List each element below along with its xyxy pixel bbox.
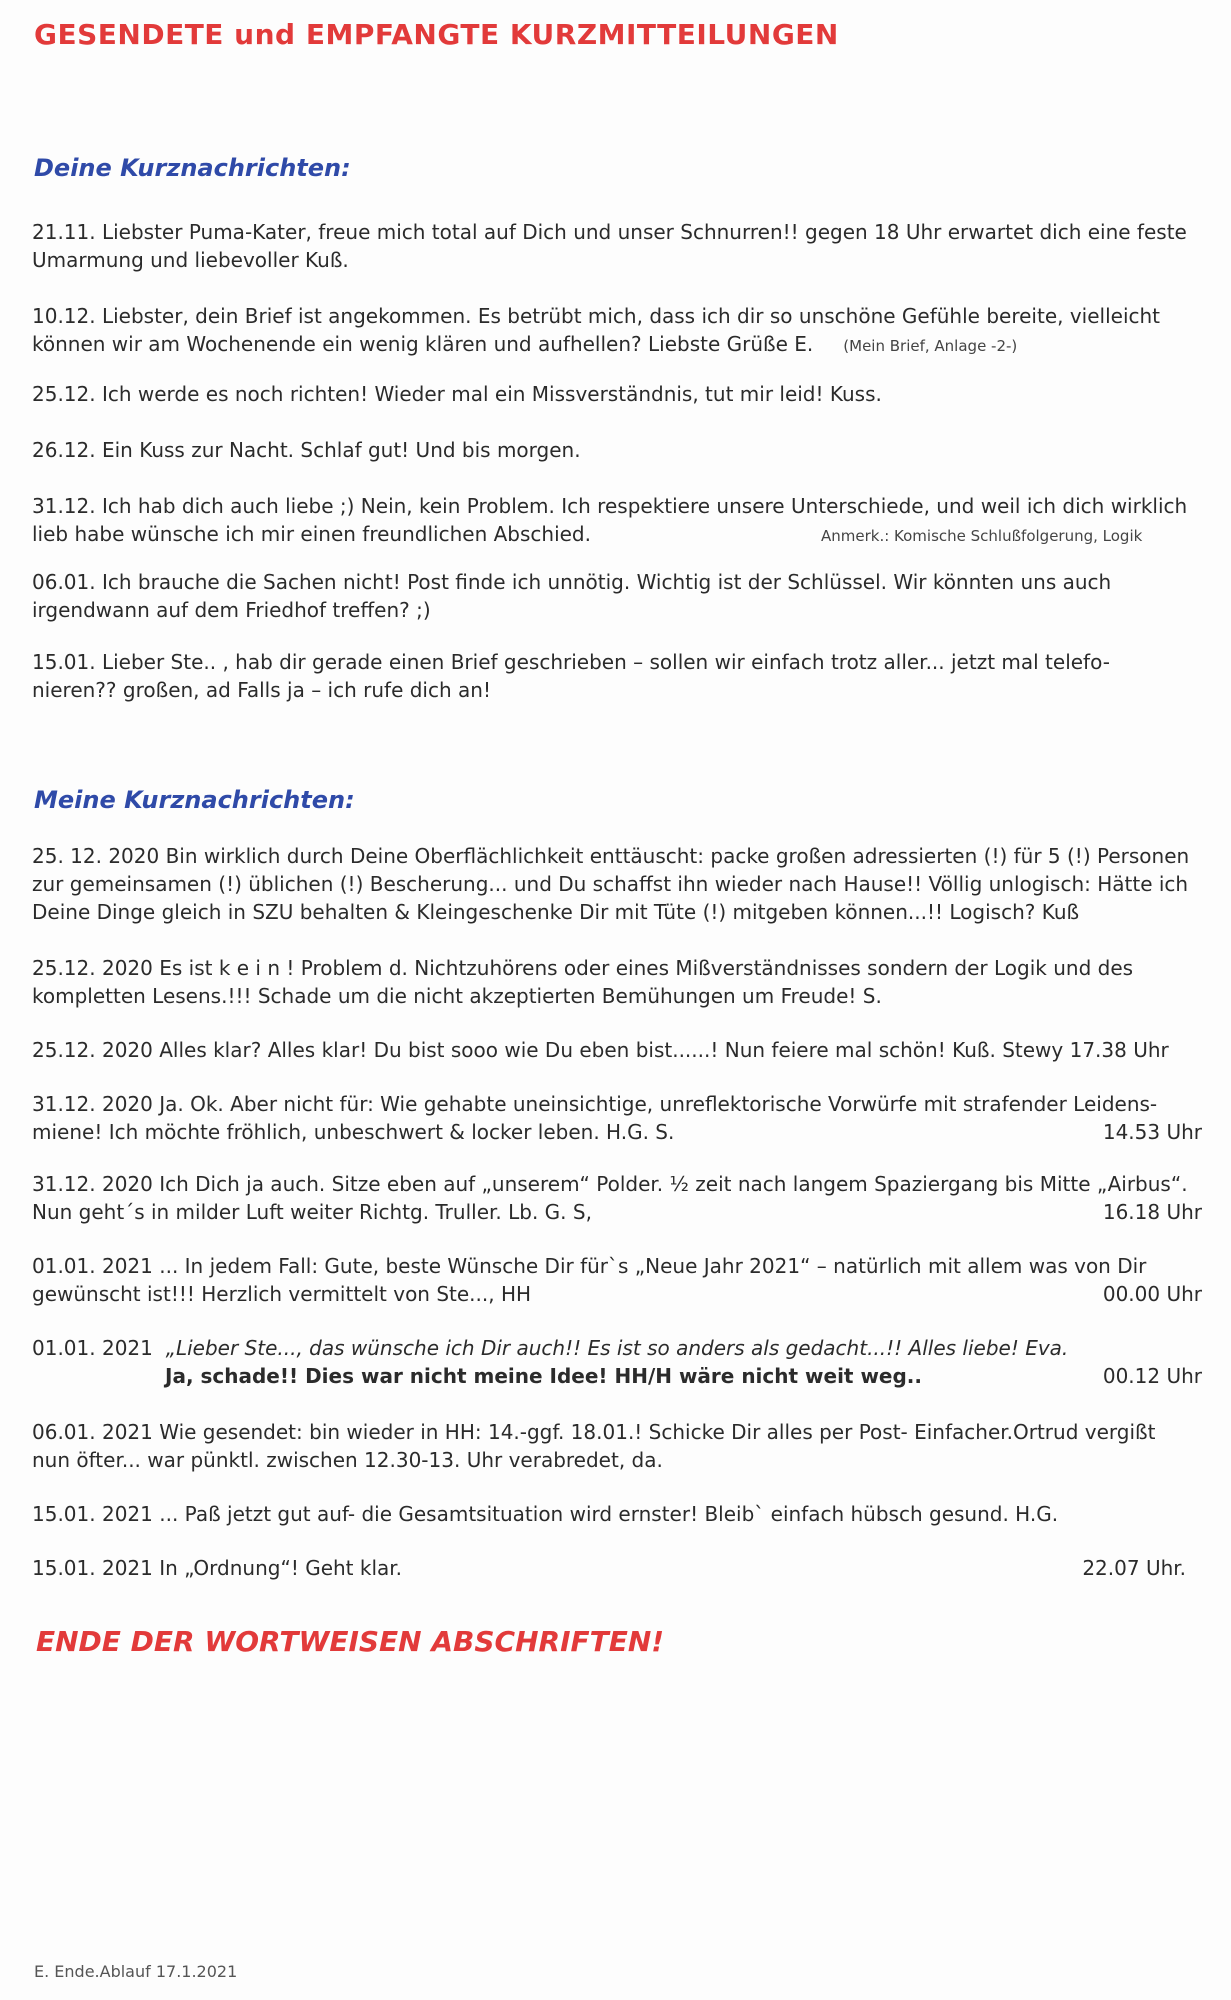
message-line: 26.12. Ein Kuss zur Nacht. Schlaf gut! Und bis morgen.	[32, 438, 581, 462]
message-line: 25.12. 2020 Alles klar? Alles klar! Du bist sooo wie Du eben bist......! Nun feiere mal schön! Kuß. Stewy 17.38 Uhr	[32, 1038, 1169, 1062]
document-title: GESENDETE und EMPFANGTE KURZMITTEILUNGEN	[34, 18, 839, 51]
message-line: Nun geht´s in milder Luft weiter Richtg. Truller. Lb. G. S,	[32, 1200, 592, 1224]
message-deine-1	[32, 218, 1202, 274]
message-deine-3	[32, 380, 1202, 408]
message-line: 25. 12. 2020 Bin wirklich durch Deine Oberflächlichkeit enttäuscht: packe großen adressierten (!) für 5 (!) Personen	[32, 844, 1190, 868]
message-time: 00.00 Uhr	[1102, 1282, 1202, 1306]
message-line: 01.01. 2021 ... In jedem Fall: Gute, beste Wünsche Dir für`s „Neue Jahr 2021“ – natürlich mit allem was von Dir	[32, 1254, 1147, 1278]
message-line: 21.11. Liebster Puma-Kater, freue mich total auf Dich und unser Schnurren!! gegen 18 Uhr erwartet dich eine feste	[32, 220, 1187, 244]
message-line: können wir am Wochenende ein wenig klären und aufhellen? Liebste Grüße E.	[32, 332, 814, 356]
message-line: 25.12. 2020 Es ist k e i n ! Problem d. Nichtzuhörens oder eines Mißverständnisses sondern der Logik und des	[32, 956, 1134, 980]
message-line: 06.01. Ich brauche die Sachen nicht! Post finde ich unnötig. Wichtig ist der Schlüssel. Wir könnten uns auch	[32, 570, 1112, 594]
message-line: gewünscht ist!!! Herzlich vermittelt von Ste..., HH	[32, 1282, 532, 1306]
message-meine-5	[32, 1170, 1202, 1226]
message-time: 14.53 Uhr	[1102, 1120, 1202, 1144]
message-line: irgendwann auf dem Friedhof treffen? ;)	[32, 598, 431, 622]
annotation-note: Anmerk.: Komische Schlußfolgerung, Logik	[820, 527, 1143, 545]
message-line: 15.01. 2021 ... Paß jetzt gut auf- die Gesamtsituation wird ernster! Bleib` einfach hübsch gesund. H.G.	[32, 1502, 1059, 1526]
end-of-transcripts-heading: ENDE DER WORTWEISEN ABSCHRIFTEN!	[36, 1625, 665, 1658]
message-deine-6	[32, 568, 1202, 624]
message-line: 06.01. 2021 Wie gesendet: bin wieder in HH: 14.-ggf. 18.01.! Schicke Dir alles per Post- Einfacher.Ortrud vergißt	[32, 1420, 1156, 1444]
message-line: 31.12. Ich hab dich auch liebe ;) Nein, kein Problem. Ich respektiere unsere Unterschiede, und weil ich dich wirklich	[32, 494, 1188, 518]
message-line: 31.12. 2020 Ich Dich ja auch. Sitze eben auf „unserem“ Polder. ½ zeit nach langem Spaziergang bis Mitte „Airbus“.	[32, 1172, 1188, 1196]
message-line: 10.12. Liebster, dein Brief ist angekommen. Es betrübt mich, dass ich dir so unschöne Gefühle bereite, vielleicht	[32, 304, 1161, 328]
message-meine-4	[32, 1090, 1202, 1146]
message-time: 22.07 Uhr.	[1082, 1556, 1186, 1580]
message-line: nun öfter... war pünktl. zwischen 12.30-13. Uhr verabredet, da.	[32, 1448, 663, 1472]
message-meine-10	[32, 1554, 1202, 1582]
quoted-reply: „Lieber Ste..., das wünsche ich Dir auch!! Es ist so anders als gedacht...!! Alles liebe! Eva.	[165, 1336, 1069, 1360]
message-time: 00.12 Uhr	[1102, 1364, 1202, 1388]
message-line: kompletten Lesens.!!! Schade um die nicht akzeptierten Bemühungen um Freude! S.	[32, 984, 882, 1008]
message-line: 15.01. Lieber Ste.. , hab dir gerade einen Brief geschrieben – sollen wir einfach trotz aller... jetzt mal telefo-	[32, 650, 1110, 674]
message-line: nieren?? großen, ad Falls ja – ich rufe dich an!	[32, 678, 491, 702]
message-time: 16.18 Uhr	[1102, 1200, 1202, 1224]
message-deine-2	[32, 302, 1202, 360]
message-line: zur gemeinsamen (!) üblichen (!) Bescherung... und Du schaffst ihn wieder nach Hause!! Völlig unlogisch: Hätte ich	[32, 872, 1189, 896]
message-deine-4	[32, 436, 1202, 464]
message-deine-7	[32, 648, 1202, 704]
message-date: 01.01. 2021	[32, 1336, 153, 1360]
message-meine-9	[32, 1500, 1202, 1528]
message-line: Umarmung und liebevoller Kuß.	[32, 248, 349, 272]
message-line: miene! Ich möchte fröhlich, unbeschwert & locker leben. H.G. S.	[32, 1120, 675, 1144]
section-heading-deine: Deine Kurznachrichten:	[34, 154, 351, 182]
message-line: 31.12. 2020 Ja. Ok. Aber nicht für: Wie gehabte uneinsichtige, unreflektorische Vorwürfe mit strafender Leidens-	[32, 1092, 1158, 1116]
message-line: 15.01. 2021 In „Ordnung“! Geht klar.	[32, 1556, 403, 1580]
message-meine-6	[32, 1252, 1202, 1308]
message-line: Ja, schade!! Dies war nicht meine Idee! HH/H wäre nicht weit weg..	[165, 1364, 923, 1388]
footer-note: E. Ende.Ablauf 17.1.2021	[34, 1962, 238, 1981]
message-meine-2	[32, 954, 1202, 1010]
message-deine-5	[32, 492, 1202, 550]
section-heading-meine: Meine Kurznachrichten:	[34, 786, 355, 814]
message-meine-1	[32, 842, 1202, 926]
message-line: Deine Dinge gleich in SZU behalten & Kleingeschenke Dir mit Tüte (!) mitgeben können...!! Logisch? Kuß	[32, 900, 1080, 924]
message-line: 25.12. Ich werde es noch richten! Wieder mal ein Missverständnis, tut mir leid! Kuss.	[32, 382, 882, 406]
message-meine-3	[32, 1036, 1202, 1064]
message-meine-8	[32, 1418, 1202, 1474]
message-line: lieb habe wünsche ich mir einen freundlichen Abschied.	[32, 522, 591, 546]
annotation-note: (Mein Brief, Anlage -2-)	[843, 337, 1018, 355]
message-meine-7	[32, 1334, 1202, 1390]
